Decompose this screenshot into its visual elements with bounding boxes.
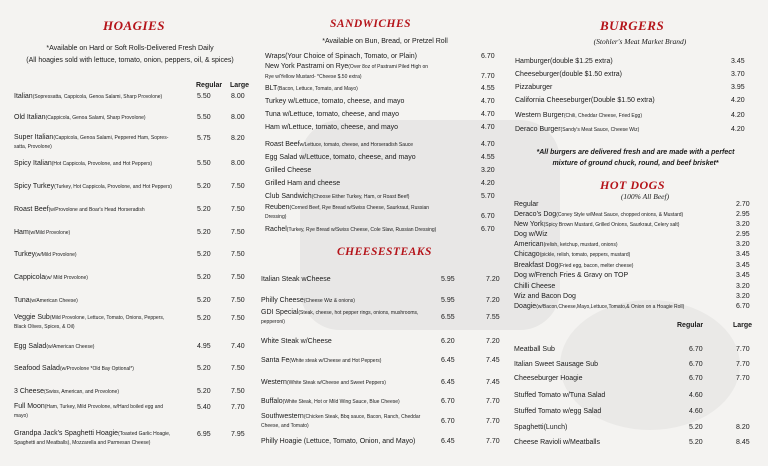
price-large: 7.70 xyxy=(736,361,750,368)
price-regular: 5.20 xyxy=(197,183,211,190)
price-large: 7.70 xyxy=(486,418,500,425)
menu-item-name: Dog w/Wiz xyxy=(514,231,548,238)
menu-item-desc: w/Lettuce, tomato, cheese, and Horseradish Sauce xyxy=(299,142,414,148)
menu-item xyxy=(514,361,674,370)
hotdogs-title: HOT DOGS xyxy=(600,178,666,192)
menu-item xyxy=(261,398,441,407)
menu-item-name: 3 Cheese xyxy=(14,388,44,395)
menu-item-desc: (Sopressatta, Cappicola, Genoa Salami, Sharp Provolone) xyxy=(32,94,163,100)
menu-item-name: Veggie Sub xyxy=(14,314,50,321)
menu-item xyxy=(514,283,732,292)
menu-item xyxy=(14,365,194,374)
menu-item-desc: (Turkey, Rye Bread w/Swiss Cheese, Cole Slaw, Russian Dressing) xyxy=(286,227,437,233)
menu-item-name: Spicy Turkey xyxy=(14,183,55,190)
price-large: 7.40 xyxy=(231,343,245,350)
price-large: 7.50 xyxy=(231,183,245,190)
menu-item-desc: pepperoni) xyxy=(261,318,285,325)
price: 4.70 xyxy=(481,98,495,105)
menu-item xyxy=(14,93,194,102)
price-large: 7.70 xyxy=(736,346,750,353)
price: 3.20 xyxy=(736,283,750,290)
menu-item-desc: (Cappicola, Genoa Salami, Sharp Provolone) xyxy=(45,115,146,121)
price-regular: 5.20 xyxy=(689,439,703,446)
menu-item-desc: (Mild Provolone, Lettuce, Tomato, Onions, Peppers, xyxy=(49,315,165,321)
subs-col-regular: Regular xyxy=(677,322,704,329)
price-regular: 6.70 xyxy=(689,346,703,353)
price-regular: 5.95 xyxy=(441,276,455,283)
price: 4.20 xyxy=(731,126,745,133)
menu-item xyxy=(14,114,194,123)
menu-item-name: Deraco's Dog xyxy=(514,211,557,218)
menu-item xyxy=(514,346,674,355)
price-large: 7.50 xyxy=(231,365,245,372)
price-large: 8.00 xyxy=(231,160,245,167)
menu-item xyxy=(265,85,475,94)
price: 3.45 xyxy=(736,272,750,279)
menu-item-name: Italian Steak wCheese xyxy=(261,276,331,283)
menu-item-name: Ham xyxy=(14,229,29,236)
price: 3.20 xyxy=(481,167,495,174)
menu-item-desc: (Bacon, Lettuce, Tomato, and Mayo) xyxy=(277,86,358,92)
menu-item-desc: (Turkey, Hot Cappicola, Provolone, and Hot Peppers) xyxy=(54,184,172,190)
price-large: 7.50 xyxy=(231,229,245,236)
menu-item-name: Club Sandwich xyxy=(265,193,312,200)
menu-item-name: New York Pastrami on Rye xyxy=(265,63,349,70)
menu-item-desc: (w/American Cheese) xyxy=(29,298,78,304)
price-regular: 5.95 xyxy=(441,297,455,304)
menu-item xyxy=(14,274,194,283)
menu-item-name: Grandpa Jack's Spaghetti Hoagie xyxy=(14,430,119,437)
menu-item-name: Stuffed Tomato w/Tuna Salad xyxy=(514,392,606,399)
menu-item-desc: mayo) xyxy=(14,412,28,419)
menu-item-name: Tuna w/Lettuce, tomato, cheese, and mayo xyxy=(265,111,399,118)
price-regular: 5.20 xyxy=(197,251,211,258)
menu-item xyxy=(514,241,732,250)
menu-item-name: Philly Cheese xyxy=(261,297,304,304)
menu-item xyxy=(261,276,441,285)
menu-item-name: Cheeseburger Hoagie xyxy=(514,375,583,382)
price-regular: 5.20 xyxy=(197,229,211,236)
menu-item-desc: (White Steak w/Cheese and Sweet Peppers) xyxy=(286,380,386,386)
menu-item-desc: Dressing) xyxy=(265,214,287,220)
menu-item-name: Wraps(Your Choice of Spinach, Tomato, or Plain) xyxy=(265,53,418,60)
sandwiches-title: SANDWICHES xyxy=(330,18,412,30)
price-regular: 6.70 xyxy=(689,375,703,382)
price-regular: 5.20 xyxy=(689,424,703,431)
menu-item xyxy=(515,84,725,93)
menu-item xyxy=(265,111,475,120)
menu-item-desc: (w/Provolone and Boar's Head Horseradish xyxy=(48,207,145,213)
menu-item-name: Full Moon xyxy=(14,403,45,410)
price-regular: 5.20 xyxy=(197,297,211,304)
menu-item xyxy=(515,112,725,121)
menu-item xyxy=(261,297,441,306)
menu-item xyxy=(261,413,441,430)
price: 3.20 xyxy=(736,293,750,300)
price-large: 7.50 xyxy=(231,315,245,322)
menu-item-name: Italian Sweet Sausage Sub xyxy=(514,361,599,368)
price-regular: 6.70 xyxy=(689,361,703,368)
menu-item xyxy=(261,338,441,347)
menu-item-name: Egg Salad xyxy=(14,343,47,350)
hoagies-col-large: Large xyxy=(230,82,250,89)
price-regular: 4.95 xyxy=(197,343,211,350)
menu-item-name: Seafood Salad xyxy=(14,365,60,372)
price-regular: 6.70 xyxy=(441,418,455,425)
menu-item xyxy=(265,180,475,189)
menu-item-name: BLT xyxy=(265,85,278,92)
price: 7.70 xyxy=(481,73,495,80)
menu-item xyxy=(14,430,194,447)
menu-item-name: Rachel xyxy=(265,226,287,233)
price-large: 7.70 xyxy=(736,375,750,382)
menu-item xyxy=(265,53,475,62)
menu-item-name: American xyxy=(514,241,544,248)
hoagies-subtitle-2: (All hoagies sold with lettuce, tomato, onion, peppers, oil, & spices) xyxy=(26,57,234,64)
menu-item xyxy=(514,392,674,401)
price: 4.20 xyxy=(731,112,745,119)
price: 4.20 xyxy=(481,180,495,187)
price-regular: 4.60 xyxy=(689,392,703,399)
menu-item-name: Turkey w/Lettuce, tomato, cheese, and mayo xyxy=(265,98,405,105)
menu-item-name: Hamburger(double $1.25 extra) xyxy=(515,58,613,65)
menu-item xyxy=(14,134,194,151)
menu-item-desc: (Chicken Steak, Bbq sauce, Bacon, Ranch, Cheddar xyxy=(303,414,421,420)
menu-item-name: Western Burger xyxy=(515,112,564,119)
price-regular: 6.20 xyxy=(441,338,455,345)
menu-item-desc: Black Olives, Spices, & Oil) xyxy=(14,323,75,330)
menu-item xyxy=(14,403,194,420)
price: 6.70 xyxy=(481,53,495,60)
menu-item xyxy=(514,303,732,312)
menu-item xyxy=(265,204,475,213)
price-regular: 6.55 xyxy=(441,314,455,321)
menu-item xyxy=(265,98,475,107)
price-large: 7.95 xyxy=(231,431,245,438)
cheesesteaks-title: CHEESESTEAKS xyxy=(337,246,432,258)
menu-item xyxy=(514,408,674,417)
subs-col-large: Large xyxy=(733,322,753,329)
menu-item xyxy=(14,343,194,352)
price: 6.70 xyxy=(736,303,750,310)
menu-item-name: Cheeseburger(double $1.50 extra) xyxy=(515,71,623,78)
price-regular: 5.50 xyxy=(197,114,211,121)
menu-item-name: Grilled Cheese xyxy=(265,167,312,174)
price: 3.95 xyxy=(731,84,745,91)
price-regular: 5.75 xyxy=(197,135,211,142)
hoagies-subtitle: *Available on Hard or Soft Rolls-Delivered Fresh Daily xyxy=(46,45,214,52)
menu-item xyxy=(265,213,475,222)
price: 4.20 xyxy=(731,97,745,104)
menu-item-name: Tuna xyxy=(14,297,30,304)
menu-item-desc: (Chili, Cheddar Cheese, Fried Egg) xyxy=(563,113,642,119)
menu-item-name: Wiz and Bacon Dog xyxy=(514,293,576,300)
price-regular: 5.20 xyxy=(197,206,211,213)
price: 5.70 xyxy=(481,193,495,200)
menu-item-desc: (Toasted Garlic Hoagie, xyxy=(118,431,171,437)
menu-item xyxy=(14,314,194,331)
price-large: 7.20 xyxy=(486,338,500,345)
menu-item xyxy=(14,251,194,260)
menu-item-name: Regular xyxy=(514,201,539,208)
price-large: 8.00 xyxy=(231,114,245,121)
burgers-note-2: mixture of ground chuck, round, and beef brisket* xyxy=(552,160,719,167)
menu-item-name: Cheese Ravioli w/Meatballs xyxy=(514,439,600,446)
menu-item-name: Philly Hoagie (Lettuce, Tomato, Onion, and Mayo) xyxy=(261,438,416,445)
menu-item-desc: (Cappicola, Genoa Salami, Peppered Ham, Sopres- xyxy=(53,135,169,141)
menu-item xyxy=(265,73,475,82)
menu-item xyxy=(265,124,475,133)
price: 4.70 xyxy=(481,124,495,131)
price-large: 7.70 xyxy=(231,404,245,411)
menu-item-name: Stuffed Tomato w/egg Salad xyxy=(514,408,602,415)
menu-item-name: Chilli Cheese xyxy=(514,283,556,290)
price-regular: 5.40 xyxy=(197,404,211,411)
price: 2.95 xyxy=(736,211,750,218)
menu-item-name: Chicago xyxy=(514,251,540,258)
menu-item xyxy=(265,167,475,176)
menu-item-name: Pizzaburger xyxy=(515,84,553,91)
menu-item-name: New York xyxy=(514,221,544,228)
hoagies-title: HOAGIES xyxy=(103,18,166,33)
menu-item xyxy=(514,439,674,448)
menu-item xyxy=(261,379,441,388)
price-large: 7.55 xyxy=(486,314,500,321)
burgers-title: BURGERS xyxy=(600,18,665,33)
menu-item-name: Buffalo xyxy=(261,398,283,405)
price-large: 7.50 xyxy=(231,274,245,281)
menu-item-name: Roast Beef xyxy=(265,141,300,148)
menu-item-desc: (Cheese Wiz & onions) xyxy=(303,298,355,304)
menu-item-desc: (Sandy's Meat Sauce, Cheese Wiz) xyxy=(560,127,640,133)
price-large: 8.45 xyxy=(736,439,750,446)
menu-item xyxy=(514,221,732,230)
menu-item-desc: (White steak w/Cheese and Hot Peppers) xyxy=(289,358,382,364)
menu-item-desc: (w/Mild Provolone) xyxy=(28,230,71,236)
price-regular: 6.45 xyxy=(441,357,455,364)
menu-item xyxy=(261,357,441,366)
price: 6.70 xyxy=(481,226,495,233)
price-large: 7.70 xyxy=(486,398,500,405)
menu-item xyxy=(265,154,475,163)
menu-item xyxy=(514,201,732,210)
hoagies-col-regular: Regular xyxy=(196,82,223,89)
price-regular: 5.50 xyxy=(197,93,211,100)
price: 4.55 xyxy=(481,85,495,92)
menu-item-desc: (pickle, relish, tomato, peppers, mustard) xyxy=(539,252,631,258)
price-large: 7.20 xyxy=(486,276,500,283)
menu-item xyxy=(14,160,194,169)
menu-item-name: White Steak w/Cheese xyxy=(261,338,332,345)
price-large: 7.45 xyxy=(486,357,500,364)
price: 3.45 xyxy=(731,58,745,65)
price-regular: 5.50 xyxy=(197,160,211,167)
menu-item-desc: (Ham, Turkey, Mild Provolone, w/Hard boiled egg and xyxy=(44,404,164,410)
menu-item xyxy=(14,206,194,215)
burgers-note: *All burgers are delivered fresh and are made with a perfect xyxy=(536,149,735,156)
menu-item xyxy=(14,388,194,397)
menu-item-desc: (White Steak, Hot or Mild Wing Sauce, Blue Cheese) xyxy=(282,399,400,405)
price-large: 8.00 xyxy=(231,93,245,100)
menu-item xyxy=(514,211,732,220)
price-regular: 6.95 xyxy=(197,431,211,438)
menu-item-desc: (relish, ketchup, mustard, onions) xyxy=(543,242,618,248)
price-regular: 5.20 xyxy=(197,365,211,372)
menu-item-name: Grilled Ham and cheese xyxy=(265,180,341,187)
menu-item-name: California Cheeseburger(Double $1.50 extra) xyxy=(515,97,655,104)
price-regular: 5.20 xyxy=(197,388,211,395)
menu-item xyxy=(14,183,194,192)
price-large: 8.20 xyxy=(231,135,245,142)
menu-item xyxy=(514,293,732,302)
menu-item-desc: satta, Provolone) xyxy=(14,143,52,150)
menu-item-desc: (Corned Beef, Rye Bread w/Swiss Cheese, Saurkraut, Russian xyxy=(289,205,430,211)
menu-item-name: Roast Beef xyxy=(14,206,49,213)
menu-item-name: Spaghetti(Lunch) xyxy=(514,424,568,431)
menu-item-desc: (w/Provolone *Old Bay Optional*) xyxy=(59,366,134,372)
menu-item xyxy=(265,193,475,202)
hotdogs-subtitle: (100% All Beef) xyxy=(620,192,670,201)
menu-item-desc: (w/Mild Provolone) xyxy=(35,252,77,258)
menu-item xyxy=(515,58,725,67)
menu-item-desc: (Choose Either Turkey, Ham, or Roast Beef) xyxy=(311,194,410,200)
menu-item-desc: (Steak, cheese, hot pepper rings, onions, mushrooms, xyxy=(298,310,419,316)
menu-item-name: Doagie xyxy=(514,303,537,310)
price-regular: 6.70 xyxy=(441,398,455,405)
menu-item xyxy=(514,231,732,240)
menu-item-name: Ham w/Lettuce, tomato, cheese, and mayo xyxy=(265,124,399,131)
price: 3.45 xyxy=(736,262,750,269)
menu-item xyxy=(261,438,441,447)
menu-item-desc: (Over 8oz of Pastrami Piled High on xyxy=(348,64,429,70)
burgers-subtitle: (Stohler's Meat Market Brand) xyxy=(593,37,687,46)
price-large: 7.45 xyxy=(486,379,500,386)
menu-item-desc: (w/American Cheese) xyxy=(46,344,95,350)
menu-item xyxy=(514,272,732,281)
price: 4.55 xyxy=(481,154,495,161)
price: 2.95 xyxy=(736,231,750,238)
menu-item-name: Spicy Italian xyxy=(14,160,52,167)
price-large: 7.50 xyxy=(231,297,245,304)
menu-item-desc: (w/ Mild Provolone) xyxy=(45,275,88,281)
menu-item-name: Reuben xyxy=(265,204,290,211)
menu-item xyxy=(514,424,674,433)
menu-item-desc: Spaghetti and Meatballs), Mozzarella and Parmesan Cheese) xyxy=(14,439,151,446)
menu-item xyxy=(261,309,441,326)
menu-item xyxy=(514,251,732,260)
menu-item-name: Cappicola xyxy=(14,274,46,281)
menu-item-name: Santa Fe xyxy=(261,357,290,364)
price: 3.70 xyxy=(731,71,745,78)
menu-item-name: Breakfast Dog xyxy=(514,262,559,269)
menu-item-name: Old Italian xyxy=(14,114,46,121)
price-large: 7.50 xyxy=(231,206,245,213)
menu-item-desc: Cheese, and Tomato) xyxy=(261,422,309,429)
menu-item xyxy=(265,226,475,235)
price-regular: 5.20 xyxy=(197,274,211,281)
menu-item xyxy=(515,97,725,106)
price: 4.70 xyxy=(481,141,495,148)
menu-item xyxy=(515,71,725,80)
menu-item-name: GDI Special xyxy=(261,309,299,316)
menu-item-desc: Rye w/Yellow Mustard- *Cheese $.50 extra) xyxy=(265,74,362,80)
price-regular: 6.45 xyxy=(441,379,455,386)
menu-item xyxy=(514,262,732,271)
menu-item-name: Deraco Burger xyxy=(515,126,561,133)
menu-item-desc: (Spicy Brown Mustard, Grilled Onions, Saurkraut, Celery salt) xyxy=(543,222,680,228)
price: 2.70 xyxy=(736,201,750,208)
menu-item xyxy=(515,126,725,135)
menu-item-name: Western xyxy=(261,379,287,386)
price-large: 7.20 xyxy=(486,297,500,304)
menu-item-desc: (w/Bacon,Cheese,Mayo,Lettuce,Tomato,& Onion on a Hoagie Roll) xyxy=(536,304,685,310)
price-large: 7.50 xyxy=(231,388,245,395)
menu-item-name: Turkey xyxy=(14,251,36,258)
price-large: 8.20 xyxy=(736,424,750,431)
menu-item xyxy=(265,63,475,72)
price: 4.70 xyxy=(481,111,495,118)
menu-item xyxy=(14,297,194,306)
price-regular: 6.45 xyxy=(441,438,455,445)
price-regular: 4.60 xyxy=(689,408,703,415)
menu-item-desc: (Fried egg, bacon, melter cheese) xyxy=(558,263,634,269)
menu-item xyxy=(14,229,194,238)
menu-item xyxy=(514,375,674,384)
menu-item-name: Egg Salad w/Lettuce, tomato, cheese, and mayo xyxy=(265,154,416,161)
menu-item-name: Southwestern xyxy=(261,413,304,420)
price-large: 7.70 xyxy=(486,438,500,445)
menu-item-desc: (Swiss, American, and Provolone) xyxy=(43,389,120,395)
price-large: 7.50 xyxy=(231,251,245,258)
price: 3.20 xyxy=(736,241,750,248)
menu-item xyxy=(265,141,475,150)
menu-item-name: Meatball Sub xyxy=(514,346,555,353)
menu-item-desc: (Hot Cappicola, Provolone, and Hot Peppers) xyxy=(51,161,153,167)
price: 6.70 xyxy=(481,213,495,220)
sandwiches-subtitle: *Available on Bun, Bread, or Pretzel Roll xyxy=(322,38,448,45)
price-regular: 5.20 xyxy=(197,315,211,322)
menu-item-name: Italian xyxy=(14,93,33,100)
price: 3.45 xyxy=(736,251,750,258)
menu-item-name: Super Italian xyxy=(14,134,54,141)
menu-item-name: Dog w/French Fries & Gravy on TOP xyxy=(514,272,629,279)
price: 3.20 xyxy=(736,221,750,228)
menu-item-desc: (Coney Style w/Meat Sauce, chopped onions, & Mustard) xyxy=(556,212,684,218)
